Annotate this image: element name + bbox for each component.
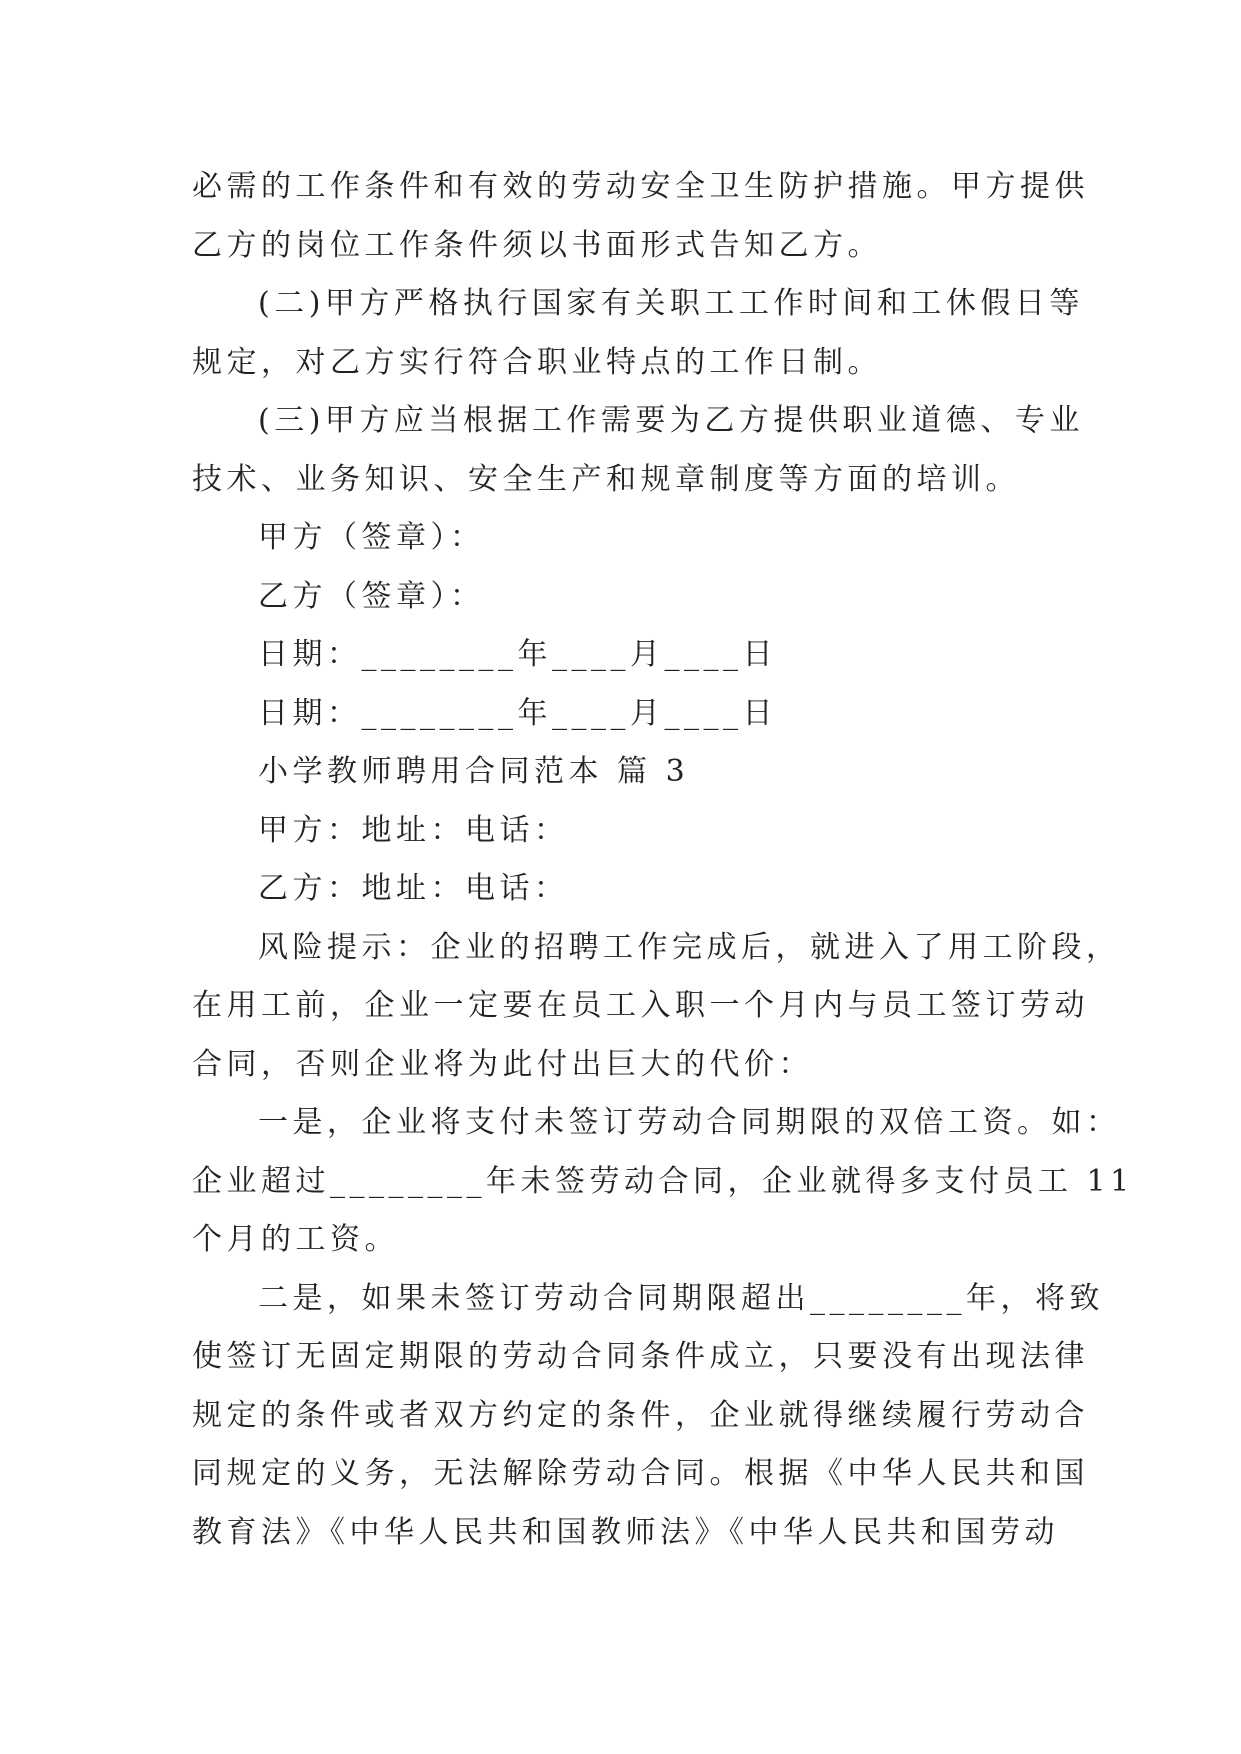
text-line: 二是，如果未签订劳动合同期限超出________年，将致 [258,1280,1104,1316]
text-line: 一是，企业将支付未签订劳动合同期限的双倍工资。如： [258,1105,1121,1140]
document-body [192,158,1134,1562]
text-line: 个月的工资。 [192,1222,399,1257]
text-line: 乙方的岗位工作条件须以书面形式告知乙方。 [192,227,882,263]
text-line: 技术、业务知识、安全生产和规章制度等方面的培训。 [192,461,1020,497]
text-line: 小学教师聘用合同范本 篇 3 [258,754,690,789]
text-line: 乙方：地址：电话： [258,871,569,906]
text-line: 使签订无固定期限的劳动合同条件成立，只要没有出现法律 [192,1339,1089,1374]
text-line: 日期：________年____月____日 [258,637,777,672]
text-line: 风险提示：企业的招聘工作完成后，就进入了用工阶段， [258,929,1121,965]
text-line: 企业超过________年未签劳动合同，企业就得多支付员工 11 [192,1163,1134,1199]
text-line: 规定的条件或者双方约定的条件，企业就得继续履行劳动合 [192,1397,1089,1433]
text-line: 教育法》《中华人民共和国教师法》《中华人民共和国劳动 [192,1514,1059,1550]
text-line: 乙方（签章）： [258,578,485,614]
text-line: 甲方：地址：电话： [258,812,569,848]
text-line: 甲方（签章）： [258,520,485,555]
text-line: 日期：________年____月____日 [258,695,777,731]
text-line: (三)甲方应当根据工作需要为乙方提供职业道德、专业 [258,403,1084,438]
text-line: (二)甲方严格执行国家有关职工工作时间和工休假日等 [258,286,1084,321]
text-line: 必需的工作条件和有效的劳动安全卫生防护措施。甲方提供 [192,169,1089,204]
text-line: 合同，否则企业将为此付出巨大的代价： [192,1046,813,1082]
text-line: 同规定的义务，无法解除劳动合同。根据《中华人民共和国 [192,1456,1089,1491]
text-line: 规定，对乙方实行符合职业特点的工作日制。 [192,344,882,380]
text-line: 在用工前，企业一定要在员工入职一个月内与员工签订劳动 [192,988,1089,1023]
